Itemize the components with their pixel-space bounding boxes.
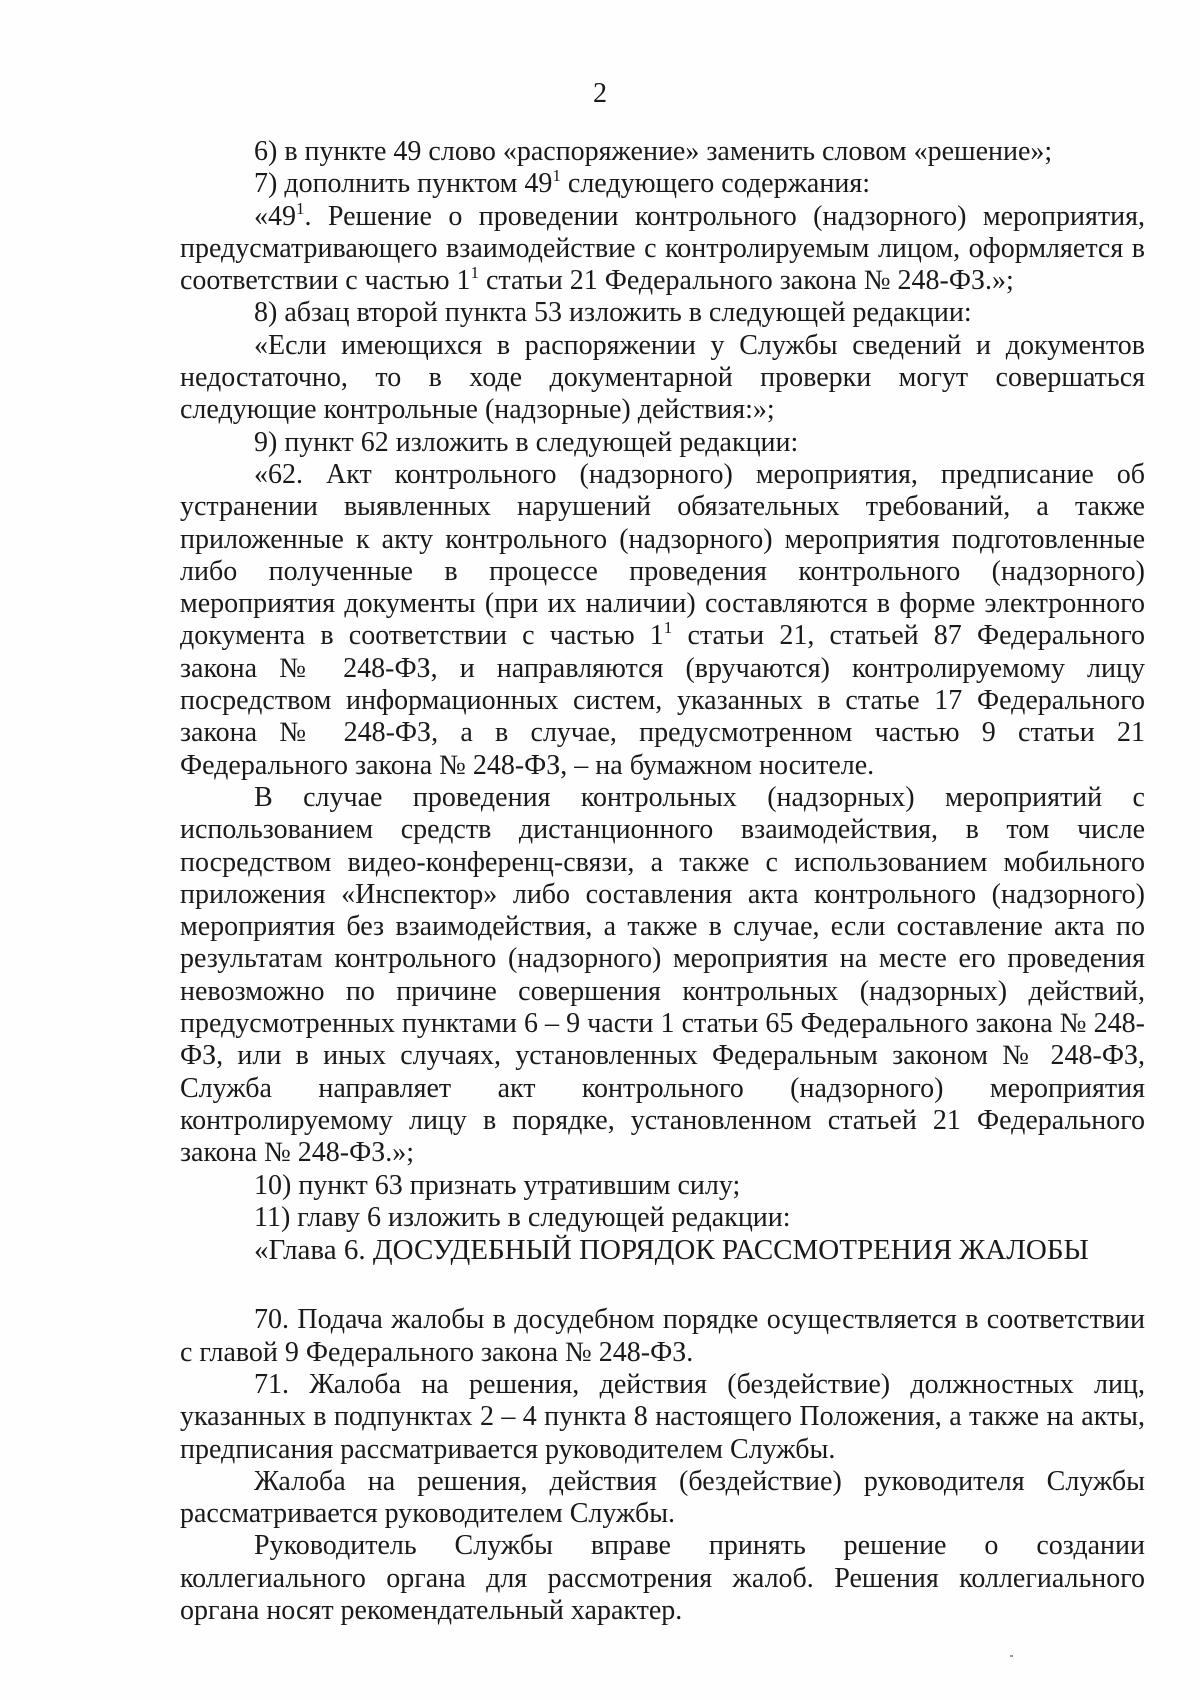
text-run: статьи 21, статьей 87 Федерального закона № 248-ФЗ, и направляются (вручаются) контролируемому лицу посредством информационных систем, указанных в статье 17 Федерального закона № 248-ФЗ, а в случае, предусмотренном частью 9 статьи 21 Федерального закона № 248-ФЗ, – на бумажном носителе. (180, 620, 1145, 781)
superscript: 1 (663, 618, 673, 638)
text-run: 7) дополнить пунктом 49 (254, 168, 553, 200)
spacer (180, 1266, 1145, 1304)
paragraph-point-71-third: Руководитель Службы вправе принять решение о создании коллегиального органа для рассмотрения жалоб. Решения коллегиального органа носят рекомендательный характер. (180, 1530, 1145, 1627)
paragraph-quote-53: «Если имеющихся в распоряжении у Службы сведений и документов недостаточно, то в ходе документарной проверки могут совершаться следующие контрольные (надзорные) действия:»; (180, 329, 1145, 426)
paragraph-point-62 (180, 459, 1145, 782)
paragraph-item-7 (180, 168, 1145, 200)
paragraph-point-71: 71. Жалоба на решения, действия (бездействие) должностных лиц, указанных в подпунктах 2 – 4 пункта 8 настоящего Положения, а также на акты, предписания рассматривается руководителем Службы. (180, 1368, 1145, 1465)
text-run: «49 (254, 200, 296, 232)
text-run: статьи 21 Федерального закона № 248-ФЗ.»; (479, 265, 1014, 297)
scan-speck (1010, 1655, 1013, 1657)
text-run: . Решение о проведении контрольного (надзорного) мероприятия, предусматривающего взаимодействие с контролируемым лицом, оформляется в соответствии с частью 1 (180, 200, 1145, 297)
paragraph-item-6: 6) в пункте 49 слово «распоряжение» заменить словом «решение»; (254, 136, 1053, 167)
text-run: следующего содержания: (560, 168, 870, 200)
text-run: «62. Акт контрольного (надзорного) мероприятия, предписание об устранении выявленных нарушений обязательных требований, а также приложенные к акту контрольного (надзорного) мероприятия подготовленные либо полученные в процессе проведения контрольного (надзорного) мероприятия документы (при их наличии) составляются в форме электронного документа в соответствии с частью 1 (180, 458, 1145, 652)
page-number: 2 (593, 78, 607, 109)
superscript: 1 (552, 166, 561, 186)
paragraph-item-11: 11) главу 6 изложить в следующей редакции: (254, 1201, 791, 1233)
document-body (180, 136, 1145, 1627)
paragraph-point-70: 70. Подача жалобы в досудебном порядке осуществляется в соответствии с главой 9 Федерального закона № 248-ФЗ. (180, 1304, 1145, 1368)
paragraph-item-9: 9) пункт 62 изложить в следующей редакции: (254, 426, 799, 458)
paragraph-item-8: 8) абзац второй пункта 53 изложить в следующей редакции: (254, 297, 972, 329)
paragraph-point-62-second: В случае проведения контрольных (надзорных) мероприятий с использованием средств дистанционного взаимодействия, в том числе посредством видео-конференц-связи, а также с использованием мобильного приложения «Инспектор» либо составления акта контрольного (надзорного) мероприятия без взаимодействия, а также в случае, если составление акта по результатам контрольного (надзорного) мероприятия на месте его проведения невозможно по причине совершения контрольных (надзорных) действий, предусмотренных пунктами 6 – 9 части 1 статьи 65 Федерального закона № 248-ФЗ, или в иных случаях, установленных Федеральным законом № 248-ФЗ, Служба направляет акт контрольного (надзорного) мероприятия контролируемому лицу в порядке, установленном статьей 21 Федерального закона № 248-ФЗ.»; (180, 781, 1145, 1169)
paragraph-point-49-1 (180, 198, 1145, 298)
paragraph-point-71-second: Жалоба на решения, действия (бездействие) руководителя Службы рассматривается руководителем Службы. (180, 1465, 1145, 1530)
chapter-heading: «Глава 6. ДОСУДЕБНЫЙ ПОРЯДОК РАССМОТРЕНИЯ ЖАЛОБЫ (254, 1234, 1089, 1267)
superscript: 1 (470, 263, 479, 283)
paragraph-item-10: 10) пункт 63 признать утратившим силу; (254, 1169, 741, 1201)
superscript: 1 (296, 198, 305, 218)
